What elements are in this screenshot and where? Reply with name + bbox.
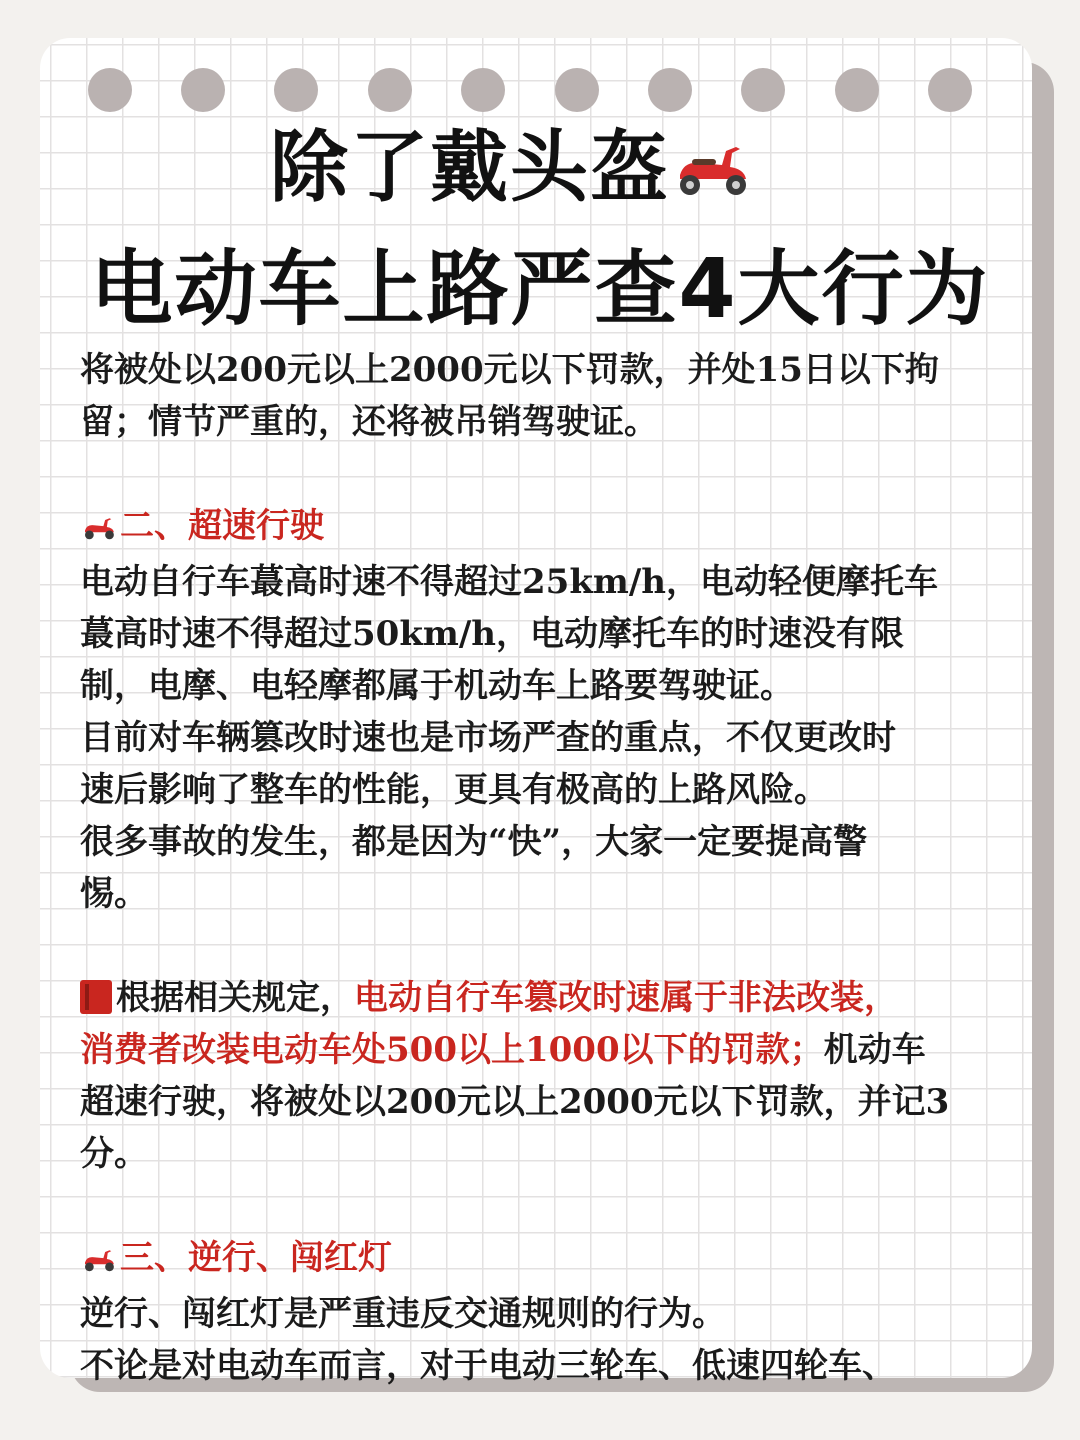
page-title-line2: 电动车上路严查4大行为 <box>90 242 990 337</box>
article-body <box>80 344 1010 1392</box>
title-text-1: 除了戴头盔 <box>270 123 671 213</box>
note-highlight: 消费者改装电动车处500以上1000以下的罚款； <box>80 1030 824 1070</box>
body-line: 电动自行车蕞高时速不得超过25km/h，电动轻便摩托车 <box>80 562 938 602</box>
red-book-icon <box>80 980 112 1014</box>
body-line: 蕞高时速不得超过50km/h，电动摩托车的时速没有限 <box>80 614 904 654</box>
intro-line: 将被处以200元以上2000元以下罚款，并处15日以下拘 <box>80 350 939 390</box>
binder-hole <box>274 68 318 112</box>
scooter-icon <box>80 1236 118 1288</box>
body-line: 不论是对电动车而言，对于电动三轮车、低速四轮车、 <box>80 1346 896 1386</box>
note-line <box>80 972 1010 1024</box>
scooter-icon <box>670 123 754 223</box>
note-text: 机动车 <box>823 1030 926 1070</box>
binder-hole <box>555 68 599 112</box>
binder-hole <box>461 68 505 112</box>
scooter-icon <box>80 504 118 556</box>
binder-hole <box>835 68 879 112</box>
binder-hole <box>741 68 785 112</box>
note-line <box>80 1024 1010 1076</box>
body-line: 很多事故的发生，都是因为“快”，大家一定要提高警 <box>80 822 868 862</box>
binder-hole <box>88 68 132 112</box>
binder-hole <box>181 68 225 112</box>
section-heading-text: 二、超速行驶 <box>120 506 324 546</box>
binder-hole <box>648 68 692 112</box>
intro-line: 留；情节严重的，还将被吊销驾驶证。 <box>80 402 658 442</box>
binder-holes <box>88 68 988 114</box>
section-heading <box>80 500 1010 556</box>
note-line: 超速行驶，将被处以200元以上2000元以下罚款，并记3 <box>80 1082 950 1122</box>
page-title-line1 <box>270 118 830 223</box>
section-heading <box>80 1232 1010 1288</box>
note-highlight: 电动自行车篡改时速属于非法改装， <box>354 978 898 1018</box>
body-line: 逆行、闯红灯是严重违反交通规则的行为。 <box>80 1294 726 1334</box>
binder-hole <box>368 68 412 112</box>
body-line: 制，电摩、电轻摩都属于机动车上路要驾驶证。 <box>80 666 794 706</box>
body-line: 惕。 <box>80 874 148 914</box>
note-prefix: 根据相关规定， <box>116 978 354 1018</box>
binder-hole <box>928 68 972 112</box>
section-heading-text: 三、逆行、闯红灯 <box>120 1238 392 1278</box>
body-line: 速后影响了整车的性能，更具有极高的上路风险。 <box>80 770 828 810</box>
body-line: 目前对车辆篡改时速也是市场严查的重点，不仅更改时 <box>80 718 896 758</box>
note-line: 分。 <box>80 1134 148 1174</box>
